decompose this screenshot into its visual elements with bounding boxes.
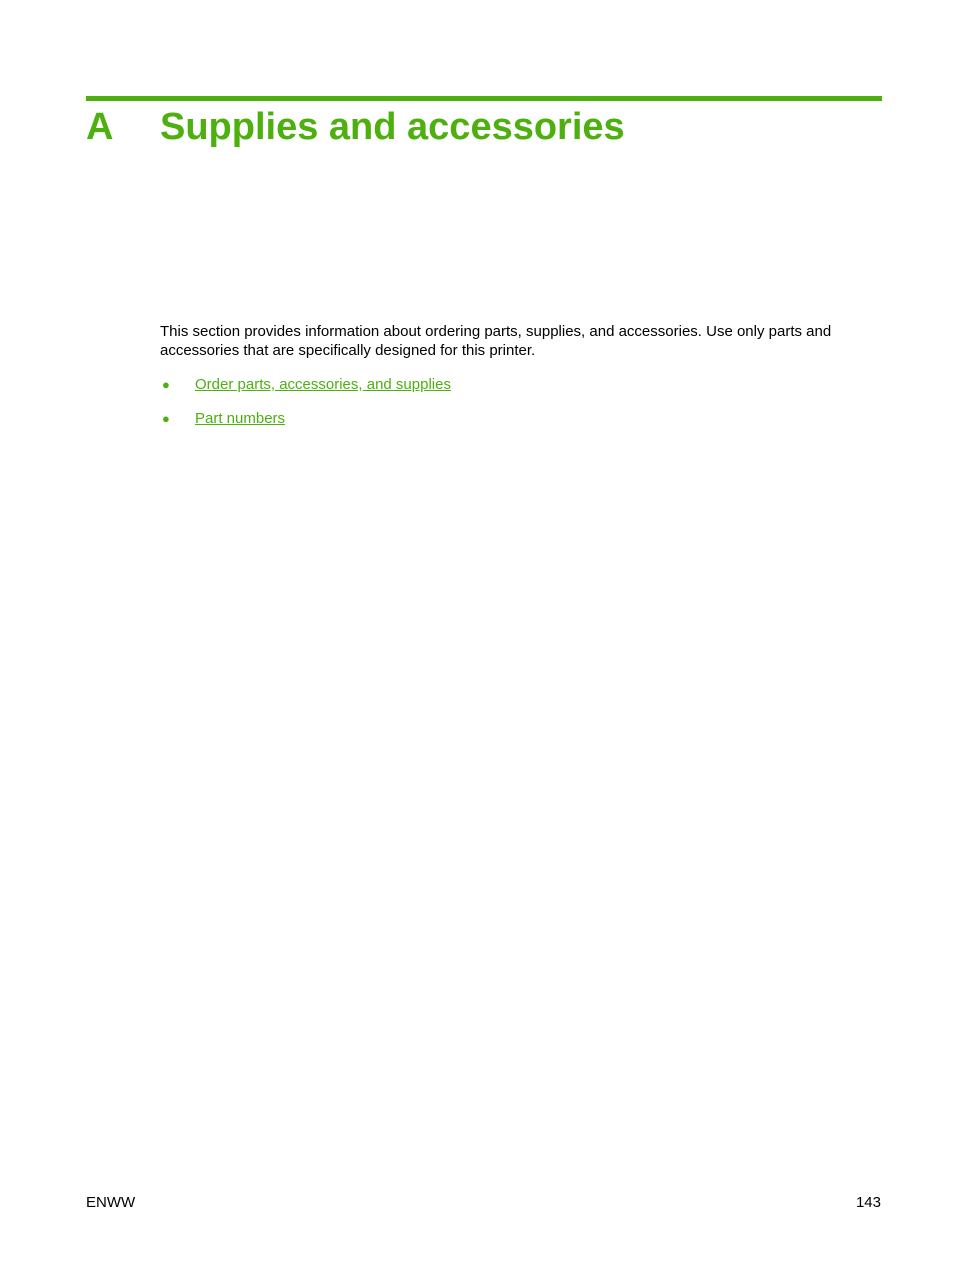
intro-paragraph: This section provides information about ordering parts, supplies, and accessories. Use only parts and accessories that are specifically designed for this printer. xyxy=(160,323,832,359)
bullet-icon: ● xyxy=(162,411,170,426)
link-order-parts[interactable]: Order parts, accessories, and supplies xyxy=(195,376,451,393)
link-part-numbers[interactable]: Part numbers xyxy=(195,410,286,427)
list-item xyxy=(160,409,880,428)
chapter-title: Supplies and accessories xyxy=(160,106,625,148)
footer-label: ENWW xyxy=(86,1194,136,1211)
section-links xyxy=(160,375,880,443)
bullet-icon: ● xyxy=(162,377,170,392)
chapter-heading xyxy=(86,101,882,153)
chapter-letter: A xyxy=(86,106,114,148)
page-number: 143 xyxy=(855,1194,881,1211)
list-item xyxy=(160,375,880,394)
